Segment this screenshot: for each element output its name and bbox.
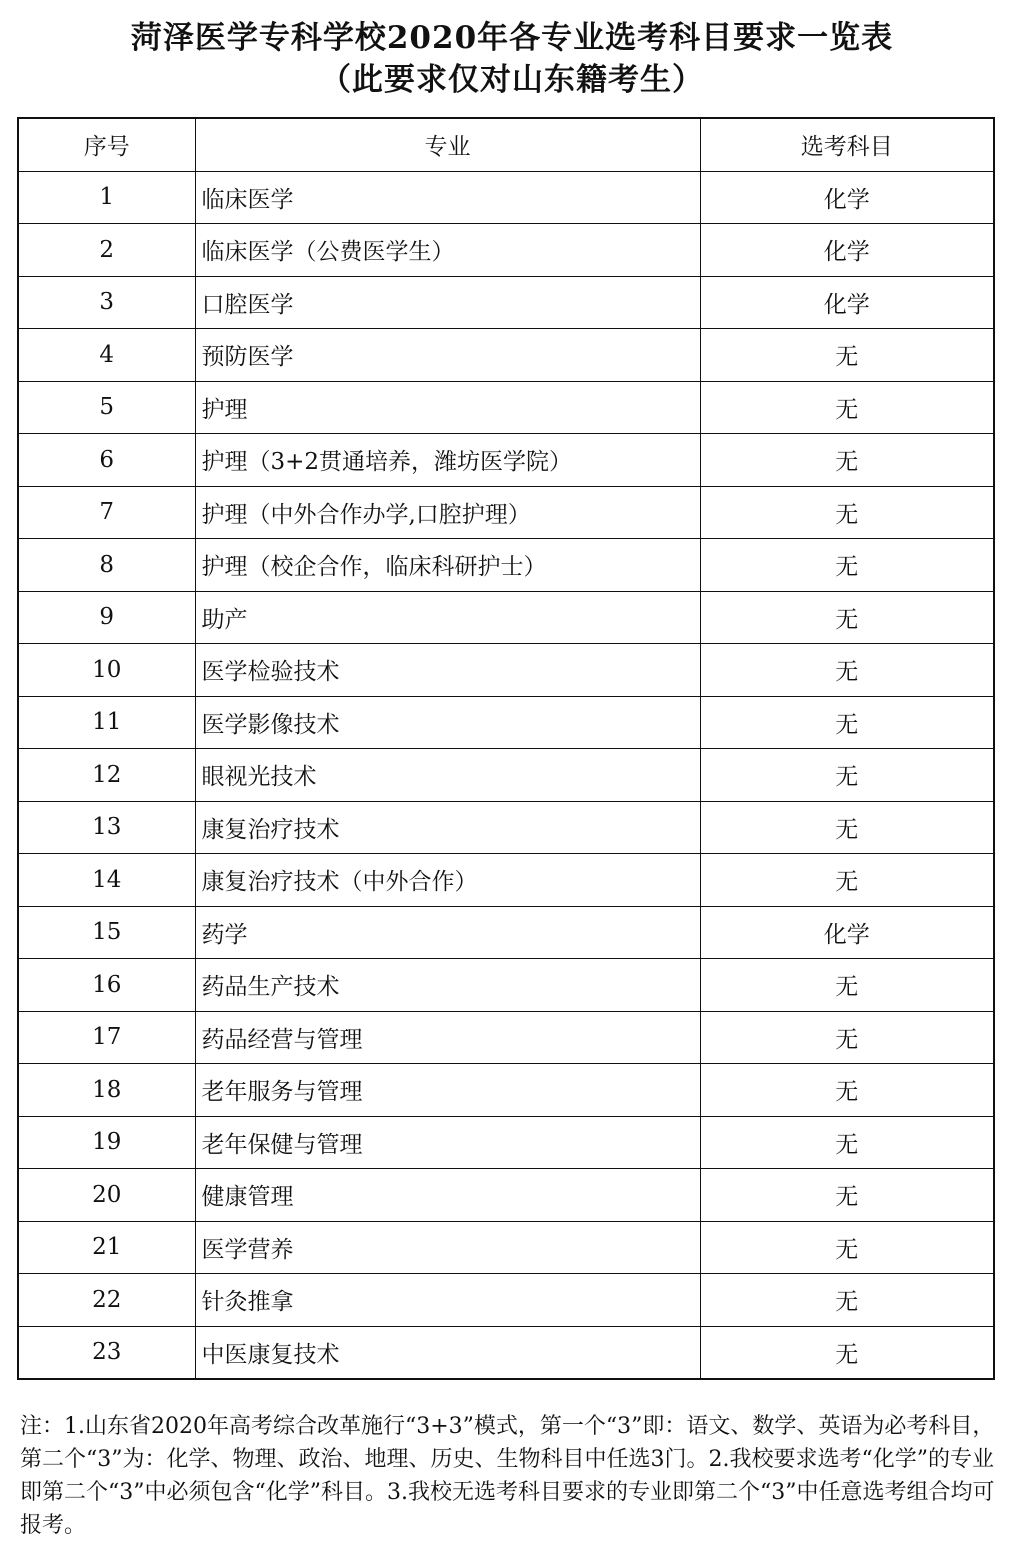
row-major: 医学检验技术: [195, 644, 700, 697]
row-subject: 无: [700, 329, 994, 382]
row-number: 17: [18, 1011, 195, 1064]
row-number: 4: [18, 329, 195, 382]
row-number: 18: [18, 1064, 195, 1117]
table-row: [18, 906, 994, 959]
table-row: [18, 644, 994, 697]
table-row: [18, 749, 994, 802]
table-row: [18, 801, 994, 854]
row-major: 药品经营与管理: [195, 1011, 700, 1064]
row-subject: 无: [700, 749, 994, 802]
table-row: [18, 591, 994, 644]
row-number: 23: [18, 1326, 195, 1379]
row-number: 7: [18, 486, 195, 539]
table-row: [18, 696, 994, 749]
row-number: 22: [18, 1274, 195, 1327]
table-row: [18, 959, 994, 1012]
row-subject: 无: [700, 854, 994, 907]
table-body: [18, 171, 994, 1379]
header-major: 专业: [195, 118, 700, 171]
row-major: 针灸推拿: [195, 1274, 700, 1327]
table-header-row: [18, 118, 994, 171]
row-subject: 化学: [700, 906, 994, 959]
row-number: 15: [18, 906, 195, 959]
table-row: [18, 329, 994, 382]
row-subject: 无: [700, 1116, 994, 1169]
row-major: 药学: [195, 906, 700, 959]
row-number: 14: [18, 854, 195, 907]
row-subject: 无: [700, 591, 994, 644]
row-major: 护理（3+2贯通培养，潍坊医学院）: [195, 434, 700, 487]
row-subject: 无: [700, 801, 994, 854]
row-subject: 无: [700, 959, 994, 1012]
row-subject: 化学: [700, 171, 994, 224]
table-row: [18, 1274, 994, 1327]
subject-requirements-table: [17, 117, 995, 1380]
table-row: [18, 486, 994, 539]
table-row: [18, 1326, 994, 1379]
row-major: 预防医学: [195, 329, 700, 382]
table-row: [18, 1116, 994, 1169]
document-subtitle: （此要求仅对山东籍考生）: [320, 62, 704, 98]
row-subject: 无: [700, 1274, 994, 1327]
row-major: 眼视光技术: [195, 749, 700, 802]
row-number: 3: [18, 276, 195, 329]
row-number: 16: [18, 959, 195, 1012]
row-subject: 无: [700, 1221, 994, 1274]
row-subject: 无: [700, 1169, 994, 1222]
row-major: 护理（校企合作，临床科研护士）: [195, 539, 700, 592]
row-number: 2: [18, 224, 195, 277]
row-major: 老年保健与管理: [195, 1116, 700, 1169]
footnote: 注：1.山东省2020年高考综合改革施行“3+3”模式，第一个“3”即：语文、数学、英语为必考科目，第二个“3”为：化学、物理、政治、地理、历史、生物科目中任选3门。2.我校要求选考“化学”的专业即第二个“3”中必须包含“化学”科目。3.我校无选考科目要求的专业即第二个“3”中任意选考组合均可报考。: [20, 1414, 995, 1538]
row-number: 5: [18, 381, 195, 434]
row-number: 11: [18, 696, 195, 749]
header-number: 序号: [18, 118, 195, 171]
row-major: 医学影像技术: [195, 696, 700, 749]
table-row: [18, 1221, 994, 1274]
row-major: 临床医学（公费医学生）: [195, 224, 700, 277]
row-number: 12: [18, 749, 195, 802]
row-major: 护理（中外合作办学,口腔护理）: [195, 486, 700, 539]
row-major: 护理: [195, 381, 700, 434]
table-row: [18, 1011, 994, 1064]
row-subject: 无: [700, 1326, 994, 1379]
row-number: 21: [18, 1221, 195, 1274]
table-row: [18, 381, 994, 434]
document-title: 菏泽医学专科学校2020年各专业选考科目要求一览表: [130, 20, 894, 56]
row-number: 19: [18, 1116, 195, 1169]
row-major: 临床医学: [195, 171, 700, 224]
table-row: [18, 1169, 994, 1222]
row-major: 药品生产技术: [195, 959, 700, 1012]
row-major: 口腔医学: [195, 276, 700, 329]
row-major: 中医康复技术: [195, 1326, 700, 1379]
table-row: [18, 276, 994, 329]
row-subject: 无: [700, 696, 994, 749]
table-row: [18, 1064, 994, 1117]
row-subject: 无: [700, 486, 994, 539]
table-row: [18, 854, 994, 907]
table-row: [18, 434, 994, 487]
row-subject: 无: [700, 644, 994, 697]
row-number: 10: [18, 644, 195, 697]
row-subject: 无: [700, 1011, 994, 1064]
row-number: 9: [18, 591, 195, 644]
row-subject: 无: [700, 1064, 994, 1117]
row-major: 康复治疗技术（中外合作）: [195, 854, 700, 907]
row-subject: 化学: [700, 276, 994, 329]
row-subject: 无: [700, 381, 994, 434]
row-number: 20: [18, 1169, 195, 1222]
row-subject: 化学: [700, 224, 994, 277]
row-subject: 无: [700, 434, 994, 487]
header-subject: 选考科目: [700, 118, 994, 171]
row-major: 助产: [195, 591, 700, 644]
row-number: 8: [18, 539, 195, 592]
row-major: 医学营养: [195, 1221, 700, 1274]
row-major: 健康管理: [195, 1169, 700, 1222]
row-number: 1: [18, 171, 195, 224]
row-number: 6: [18, 434, 195, 487]
table-row: [18, 224, 994, 277]
table-row: [18, 539, 994, 592]
row-major: 康复治疗技术: [195, 801, 700, 854]
table-row: [18, 171, 994, 224]
row-major: 老年服务与管理: [195, 1064, 700, 1117]
row-subject: 无: [700, 539, 994, 592]
row-number: 13: [18, 801, 195, 854]
